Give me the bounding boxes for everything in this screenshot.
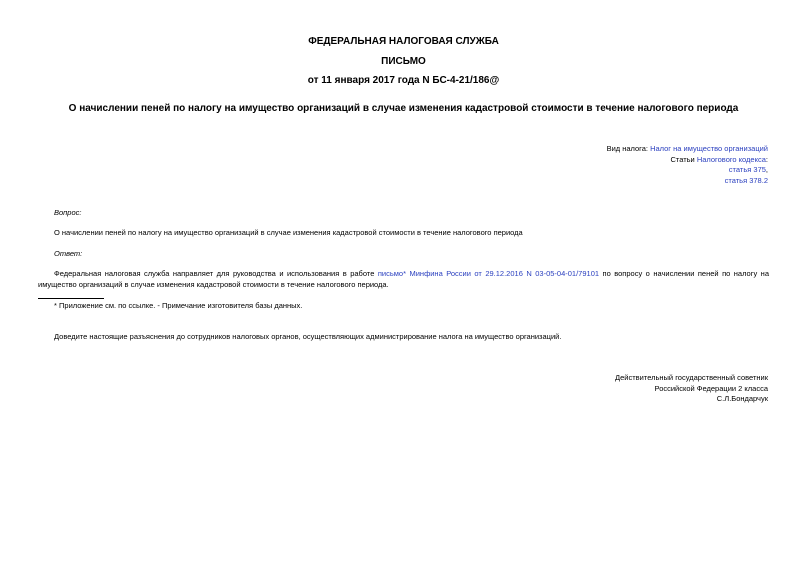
answer-text-pre: Федеральная налоговая служба направляет для руководства и использования в работе xyxy=(54,269,378,278)
instruction-text: Доведите настоящие разъяснения до сотрудников налоговых органов, осуществляющих администрирование налога на имущество организаций. xyxy=(54,332,562,341)
signature-block xyxy=(615,373,768,405)
question-text: О начислении пеней по налогу на имущество организаций в случае изменения кадастровой стоимости в течение налогового периода xyxy=(54,228,523,237)
article-378-2-link[interactable]: статья 378.2 xyxy=(724,175,768,185)
answer-paragraph xyxy=(38,268,769,290)
tax-code-link[interactable]: Налогового кодекса xyxy=(696,154,766,164)
articles-label: Статьи xyxy=(670,154,697,164)
signature-rank: Российской Федерации 2 класса xyxy=(654,383,768,393)
articles-colon: : xyxy=(765,154,768,164)
doc-date-number: от 11 января 2017 года N БС-4-21/186@ xyxy=(307,75,500,86)
articles-line xyxy=(607,155,768,166)
meta-block xyxy=(607,144,768,186)
doc-type-title: ПИСЬМО xyxy=(381,56,426,67)
signature-title: Действительный государственный советник xyxy=(615,373,768,382)
article-375-suffix: , xyxy=(765,165,768,174)
article-375-line xyxy=(607,165,768,176)
footnote-divider xyxy=(38,298,104,299)
article-378-line xyxy=(607,176,768,187)
tax-type-link[interactable]: Налог на имущество организаций xyxy=(650,144,768,153)
signature-name: С.Л.Бондарчук xyxy=(716,394,768,403)
footnote-text: * Приложение см. по ссылке. - Примечание изготовителя базы данных. xyxy=(54,301,303,310)
question-label: Вопрос: xyxy=(54,208,82,217)
answer-text-post: по вопросу о начислении пеней по налогу на имущество организаций в случае изменения кадастровой стоимости в течение налогового периода. xyxy=(38,269,769,289)
minfin-letter-link[interactable]: письмо* Минфина России от 29.12.2016 N 03-05-04-01/79101 xyxy=(377,269,600,278)
tax-type-line xyxy=(607,144,768,155)
agency-title: ФЕДЕРАЛЬНАЯ НАЛОГОВАЯ СЛУЖБА xyxy=(308,36,499,47)
article-375-link[interactable]: статья 375 xyxy=(728,165,766,174)
answer-label: Ответ: xyxy=(54,249,83,258)
doc-subject: О начислении пеней по налогу на имущество организаций в случае изменения кадастровой стоимости в течение налогового периода xyxy=(68,103,739,114)
tax-type-label: Вид налога: xyxy=(606,144,651,153)
